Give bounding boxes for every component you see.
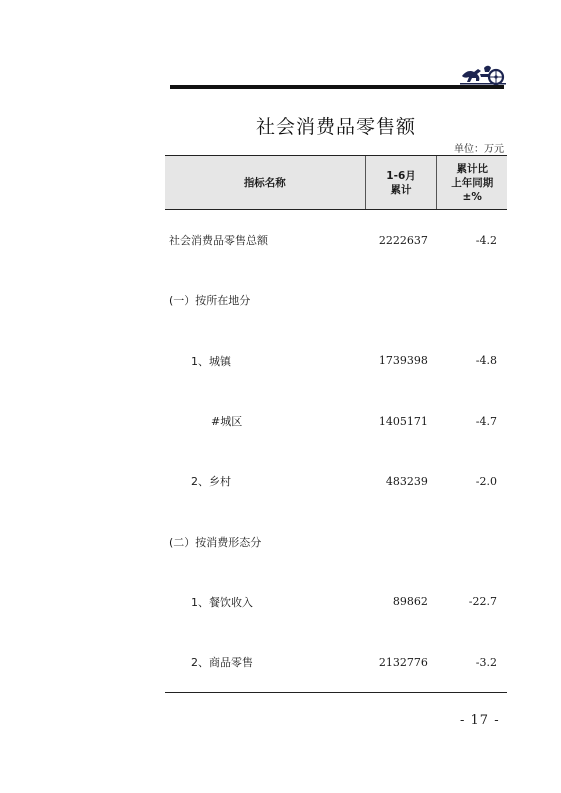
column-header-change	[437, 156, 507, 210]
column-header-cumulative-text: 1-6月 累计	[386, 169, 416, 196]
retail-sales-table	[165, 155, 507, 693]
table-header-row	[165, 156, 507, 210]
row-label: (一）按所在地分	[169, 294, 251, 308]
row-change-value: -3.2	[437, 632, 507, 693]
table-row	[165, 511, 507, 571]
page-number: - 17 -	[460, 713, 500, 728]
row-cumulative-value: 2132776	[365, 632, 437, 693]
horse-chariot-logo-icon	[460, 62, 506, 86]
unit-label: 单位：万元	[454, 144, 504, 155]
row-change-value: -4.8	[475, 354, 497, 368]
column-header-change-text: 累计比 上年同期 ±%	[451, 162, 494, 203]
table-row	[165, 210, 507, 271]
row-cumulative-value: 2222637	[378, 233, 428, 247]
table-row	[165, 391, 507, 451]
row-cumulative-value: 483239	[385, 474, 428, 488]
row-change-value	[437, 511, 507, 571]
row-cumulative-value	[365, 511, 437, 571]
page-title: 社会消费品零售额	[255, 116, 416, 138]
row-cumulative-value: 89862	[392, 595, 428, 609]
row-label: #城区	[211, 415, 243, 429]
row-label: 1、餐饮收入	[191, 595, 253, 609]
header-rule	[170, 85, 504, 89]
row-change-value: -2.0	[475, 474, 497, 488]
row-change-value	[437, 270, 507, 330]
column-header-indicator-text: 指标名称	[243, 176, 286, 189]
row-change-value: -4.7	[475, 414, 497, 428]
row-label: (二）按消费形态分	[169, 535, 262, 549]
row-label: 1、城镇	[191, 354, 231, 368]
row-label: 2、乡村	[191, 475, 231, 489]
column-header-cumulative	[365, 156, 437, 210]
row-label: 社会消费品零售总额	[169, 234, 268, 248]
row-label: 2、商品零售	[165, 632, 365, 693]
row-cumulative-value: 1405171	[378, 414, 428, 428]
table-row	[165, 632, 507, 693]
row-cumulative-value: 1739398	[378, 354, 428, 368]
table-row	[165, 451, 507, 511]
table-row	[165, 331, 507, 391]
row-change-value: -4.2	[475, 233, 497, 247]
table-row	[165, 572, 507, 632]
row-change-value: -22.7	[468, 595, 497, 609]
row-cumulative-value	[365, 270, 437, 330]
column-header-indicator	[165, 156, 365, 210]
table-row	[165, 270, 507, 330]
